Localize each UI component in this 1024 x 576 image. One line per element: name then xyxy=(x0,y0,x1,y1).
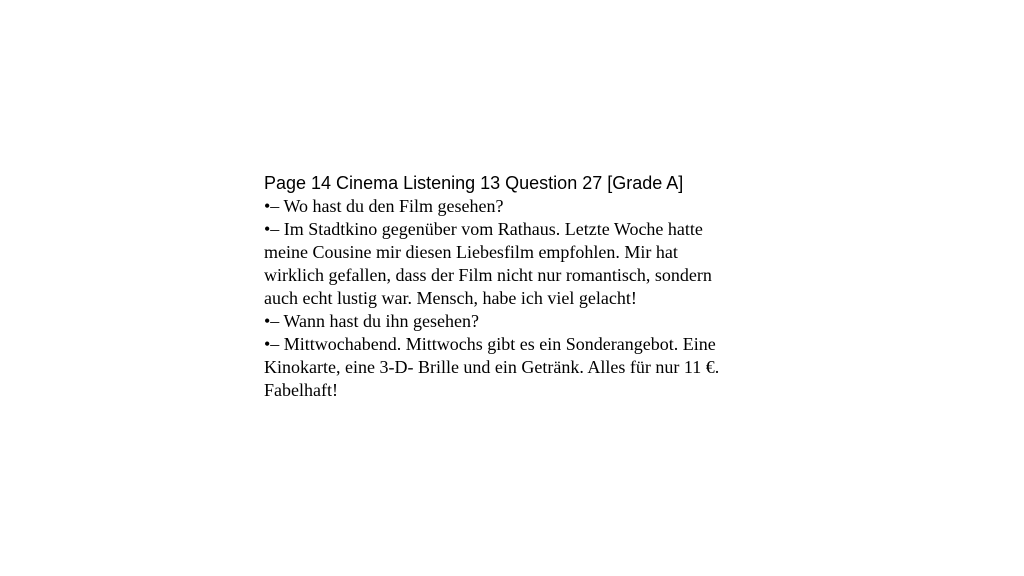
dialogue-line: Kinokarte, eine 3-D- Brille und ein Getränk. Alles für nur 11 €. xyxy=(264,357,720,377)
dialogue-line: Fabelhaft! xyxy=(264,380,338,400)
dialogue-line: •– Mittwochabend. Mittwochs gibt es ein Sonderangebot. Eine xyxy=(264,334,716,354)
slide-title: Page 14 Cinema Listening 13 Question 27 [Grade A] xyxy=(264,173,684,193)
dialogue-line: wirklich gefallen, dass der Film nicht nur romantisch, sondern xyxy=(264,265,712,285)
dialogue-line: auch echt lustig war. Mensch, habe ich viel gelacht! xyxy=(264,288,637,308)
dialogue-line: •– Im Stadtkino gegenüber vom Rathaus. Letzte Woche hatte xyxy=(264,219,703,239)
dialogue-line: •– Wann hast du ihn gesehen? xyxy=(264,311,479,331)
dialogue-line: •– Wo hast du den Film gesehen? xyxy=(264,196,504,216)
slide-content xyxy=(264,172,784,402)
dialogue-line: meine Cousine mir diesen Liebesfilm empfohlen. Mir hat xyxy=(264,242,678,262)
